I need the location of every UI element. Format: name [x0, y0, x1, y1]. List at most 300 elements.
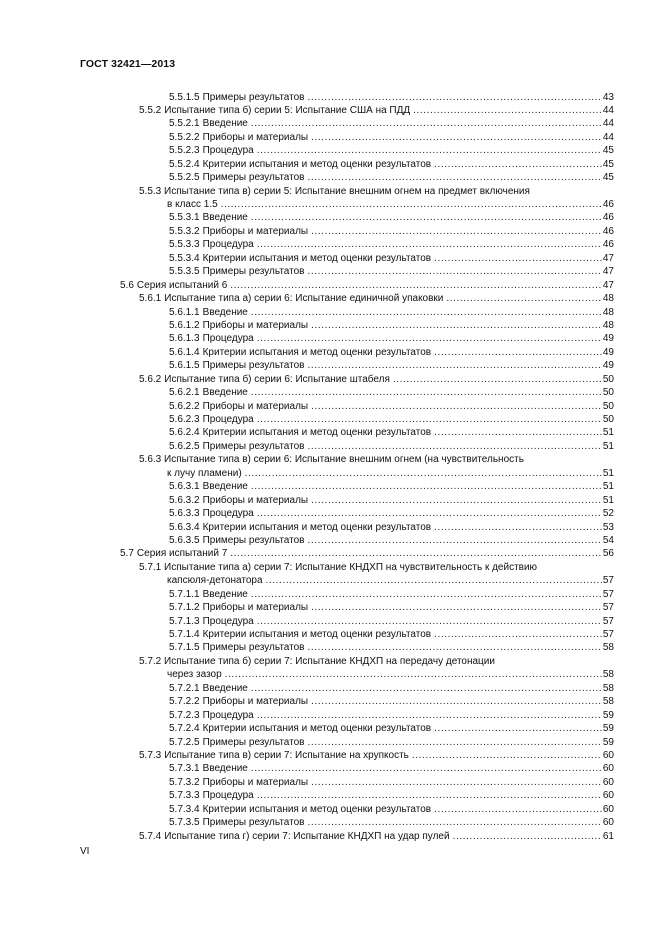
toc-entry-number: 5.6.3.2 [169, 494, 200, 506]
toc-entry-title-continued: через зазор [167, 669, 222, 681]
toc-page-number: 45 [602, 145, 614, 157]
toc-entry[interactable] [0, 830, 661, 843]
toc-entry-title-continued: к лучу пламени) [167, 467, 242, 479]
toc-entry-line [169, 440, 614, 453]
toc-entry-number: 5.7.1.1 [169, 588, 200, 600]
toc-entry-title: Критерии испытания и метод оценки результатов [202, 629, 432, 640]
toc-entry-continuation[interactable] [0, 668, 661, 681]
toc-entry-number: 5.5.3.5 [169, 266, 200, 278]
toc-entry-title: Испытание типа б) серии 5: Испытание США на ПДД [164, 104, 411, 116]
toc-entry[interactable] [0, 628, 661, 641]
toc-entry[interactable] [0, 117, 661, 130]
toc-entry-title: Введение [202, 212, 248, 224]
toc-entry-line [167, 467, 614, 480]
toc-entry-title-continued: в класс 1.5 [167, 199, 218, 210]
toc-entry[interactable] [0, 265, 661, 278]
toc-entry[interactable] [0, 104, 661, 117]
toc-entry-title: Введение [202, 118, 248, 130]
toc-entry[interactable] [0, 171, 661, 184]
toc-page-number: 60 [602, 817, 614, 829]
toc-entry-title: Введение [202, 763, 248, 775]
toc-entry-number: 5.6.1 [139, 293, 162, 305]
toc-page-number: 58 [602, 696, 614, 708]
toc-entry-title: Примеры результатов [202, 172, 305, 184]
toc-page-number: 57 [602, 588, 614, 600]
toc-entry-number: 5.7.2.2 [169, 696, 200, 708]
toc-entry[interactable] [0, 131, 661, 144]
toc-page-number: 54 [602, 534, 614, 546]
toc-dot-leader [308, 601, 602, 614]
toc-entry-title: Приборы и материалы [202, 131, 309, 143]
toc-dot-leader [227, 279, 602, 292]
toc-entry-title: Критерии испытания и метод оценки результатов [202, 521, 432, 533]
toc-page-number: 46 [602, 239, 614, 251]
toc-entry-title: Приборы и материалы [202, 776, 309, 788]
toc-entry-number: 5.7.3.3 [169, 790, 200, 802]
toc-entry[interactable] [0, 776, 661, 789]
toc-page-number: 52 [602, 508, 614, 520]
toc-entry-title: Процедура [202, 414, 254, 425]
toc-entry-title: Испытание типа б) серии 6: Испытание штабеля [164, 373, 390, 385]
toc-dot-leader [227, 547, 602, 560]
toc-dot-leader [254, 332, 602, 345]
toc-entry-number: 5.6.3.3 [169, 508, 200, 520]
toc-entry-heading [139, 561, 537, 574]
toc-entry-line [167, 198, 614, 211]
toc-entry-title: Процедура [202, 333, 254, 345]
toc-entry[interactable] [0, 238, 661, 251]
toc-entry-number: 5.6.1.2 [169, 319, 200, 331]
toc-dot-leader [248, 682, 602, 695]
toc-dot-leader [248, 588, 602, 601]
toc-entry-title: Испытание типа г) серии 7: Испытание КНДХП на удар пулей [164, 830, 450, 842]
toc-page-number: 57 [602, 602, 614, 614]
toc-entry[interactable] [0, 655, 661, 668]
toc-entry-line [169, 480, 614, 493]
toc-page-number: 60 [602, 749, 614, 761]
toc-entry-title: Введение [202, 306, 248, 318]
toc-entry-title: Испытание типа а) серии 6: Испытание единичной упаковки [164, 293, 444, 305]
toc-page-number: 53 [602, 521, 614, 533]
toc-entry[interactable] [0, 373, 661, 386]
toc-entry[interactable] [0, 521, 661, 534]
toc-entry-line [169, 615, 614, 628]
toc-dot-leader [304, 91, 602, 104]
toc-entry-number: 5.5.3.3 [169, 239, 200, 251]
toc-entry[interactable] [0, 386, 661, 399]
toc-entry-number: 5.7.1.5 [169, 642, 200, 654]
toc-dot-leader [242, 467, 602, 480]
toc-entry[interactable] [0, 319, 661, 332]
toc-page-number: 58 [602, 669, 614, 681]
toc-dot-leader [431, 521, 602, 534]
toc-dot-leader [304, 816, 602, 829]
toc-entry[interactable] [0, 789, 661, 802]
toc-page-number: 49 [602, 346, 614, 358]
toc-entry-title: Процедура [202, 239, 254, 251]
toc-entry-line [169, 762, 614, 775]
toc-dot-leader [431, 346, 602, 359]
toc-entry-title: Процедура [202, 615, 254, 627]
toc-entry-line [139, 830, 614, 843]
toc-dot-leader [308, 695, 602, 708]
toc-entry-line [169, 346, 614, 359]
toc-entry-line [169, 682, 614, 695]
toc-entry-number: 5.6.1.4 [169, 346, 200, 358]
toc-dot-leader [308, 225, 602, 238]
toc-page-number: 59 [602, 723, 614, 735]
toc-entry[interactable] [0, 252, 661, 265]
toc-page-number: 46 [602, 225, 614, 237]
toc-entry-title: Примеры результатов [202, 360, 305, 372]
toc-entry-number: 5.6.2 [139, 373, 162, 385]
toc-page-number: 51 [602, 467, 614, 479]
toc-entry-number: 5.5.2 [139, 104, 162, 116]
toc-page-number: 43 [602, 91, 614, 103]
toc-entry[interactable] [0, 413, 661, 426]
toc-entry-continuation[interactable] [0, 574, 661, 587]
toc-dot-leader [304, 359, 602, 372]
toc-entry-number: 5.5.1.5 [169, 91, 200, 103]
toc-entry-number: 5.7.3.1 [169, 763, 200, 775]
toc-entry-number: 5.7.2.3 [169, 709, 200, 721]
toc-entry-line [120, 547, 614, 560]
toc-dot-leader [308, 131, 602, 144]
toc-page-number: 47 [602, 279, 614, 291]
toc-entry-number: 5.6.2.5 [169, 440, 200, 452]
toc-page-number: 56 [602, 548, 614, 560]
toc-entry[interactable] [0, 682, 661, 695]
toc-entry[interactable] [0, 306, 661, 319]
toc-entry-title: Примеры результатов [202, 534, 305, 546]
toc-dot-leader [263, 574, 602, 587]
toc-entry-line [169, 265, 614, 278]
toc-entry-number: 5.7.2.4 [169, 723, 200, 735]
toc-entry-line [169, 319, 614, 332]
toc-entry-line [139, 373, 614, 386]
toc-entry-line [169, 736, 614, 749]
toc-page-number: 45 [602, 158, 614, 170]
toc-dot-leader [431, 426, 602, 439]
toc-dot-leader [304, 265, 602, 278]
toc-entry-title: Введение [202, 588, 248, 600]
toc-entry-number: 5.6.3.1 [169, 481, 200, 493]
toc-entry-number: 5.7.2 [139, 655, 162, 667]
toc-entry-line [167, 668, 614, 681]
toc-entry-line [139, 104, 614, 117]
toc-dot-leader [248, 762, 602, 775]
toc-dot-leader [254, 238, 602, 251]
toc-dot-leader [431, 252, 602, 265]
toc-entry-line [139, 292, 614, 305]
toc-entry[interactable] [0, 722, 661, 735]
toc-entry-title: Примеры результатов [202, 642, 305, 654]
toc-page-number: 58 [602, 642, 614, 654]
toc-entry-continuation[interactable] [0, 198, 661, 211]
toc-entry[interactable] [0, 615, 661, 628]
toc-entry[interactable] [0, 601, 661, 614]
toc-entry-number: 5.6.3.4 [169, 521, 200, 533]
toc-entry-line [169, 816, 614, 829]
toc-entry-line [169, 641, 614, 654]
toc-entry[interactable] [0, 803, 661, 816]
toc-entry-title: Серия испытаний 6 [136, 279, 228, 291]
toc-entry[interactable] [0, 588, 661, 601]
toc-page-number: 51 [602, 427, 614, 439]
toc-dot-leader [248, 386, 602, 399]
toc-entry-title: Введение [202, 481, 248, 493]
toc-page-number: 50 [602, 373, 614, 385]
toc-entry-line [169, 171, 614, 184]
toc-dot-leader [390, 373, 602, 386]
toc-dot-leader [304, 736, 602, 749]
toc-entry-number: 5.6.2.3 [169, 414, 200, 425]
toc-page-number: 44 [602, 118, 614, 130]
toc-entry-title: Процедура [202, 709, 254, 721]
toc-dot-leader [218, 198, 602, 211]
toc-entry-number: 5.5.2.3 [169, 145, 200, 157]
toc-entry-title: Примеры результатов [202, 91, 305, 103]
toc-entry-line [169, 722, 614, 735]
toc-entry[interactable] [0, 534, 661, 547]
toc-entry-number: 5.5.2.2 [169, 131, 200, 143]
toc-entry[interactable] [0, 440, 661, 453]
toc-page-number: 58 [602, 682, 614, 694]
toc-entry[interactable] [0, 762, 661, 775]
toc-entry-line [169, 252, 614, 265]
toc-page-number: 44 [602, 131, 614, 143]
toc-entry[interactable] [0, 494, 661, 507]
toc-entry-line [169, 426, 614, 439]
toc-entry-number: 5.5.3.1 [169, 212, 200, 224]
toc-entry-line [169, 225, 614, 238]
toc-entry-heading [139, 185, 530, 198]
toc-page-number: 51 [602, 494, 614, 506]
toc-entry-number: 5.5.3.2 [169, 225, 200, 237]
toc-page-number: 50 [602, 414, 614, 425]
toc-dot-leader [254, 413, 602, 426]
toc-page-number: 50 [602, 400, 614, 412]
toc-entry-line [169, 588, 614, 601]
toc-entry[interactable] [0, 749, 661, 762]
toc-entry[interactable] [0, 158, 661, 171]
toc-entry-title: Серия испытаний 7 [136, 548, 228, 560]
toc-entry-number: 5.6.3.5 [169, 534, 200, 546]
toc-dot-leader [308, 776, 602, 789]
toc-entry-number: 5.6.1.1 [169, 306, 200, 318]
toc-entry-number: 5.5.3.4 [169, 252, 200, 264]
toc-entry-title: Примеры результатов [202, 266, 305, 278]
toc-entry[interactable] [0, 453, 661, 466]
toc-dot-leader [254, 615, 602, 628]
toc-entry-line [169, 91, 614, 104]
toc-page-number: 47 [602, 252, 614, 264]
toc-dot-leader [304, 171, 602, 184]
toc-entry-title: Критерии испытания и метод оценки результатов [202, 427, 432, 439]
toc-dot-leader [248, 306, 602, 319]
toc-page-number: 45 [602, 172, 614, 184]
toc-page-number: 61 [602, 830, 614, 842]
document-header: ГОСТ 32421—2013 [80, 58, 176, 70]
toc-entry[interactable] [0, 91, 661, 104]
toc-entry-title: Критерии испытания и метод оценки результатов [202, 723, 432, 735]
toc-dot-leader [431, 803, 602, 816]
toc-entry[interactable] [0, 507, 661, 520]
toc-entry-line [139, 749, 614, 762]
toc-entry-line [169, 211, 614, 224]
page-number: VI [80, 846, 90, 857]
toc-dot-leader [410, 104, 602, 117]
toc-dot-leader [443, 292, 602, 305]
toc-entry[interactable] [0, 332, 661, 345]
toc-entry[interactable] [0, 547, 661, 560]
toc-entry-title: Приборы и материалы [202, 400, 309, 412]
toc-entry[interactable] [0, 144, 661, 157]
toc-entry-line [169, 238, 614, 251]
toc-entry-line [169, 131, 614, 144]
toc-dot-leader [304, 440, 602, 453]
toc-dot-leader [254, 144, 602, 157]
toc-dot-leader [254, 789, 602, 802]
toc-entry[interactable] [0, 359, 661, 372]
toc-entry-number: 5.6 [120, 279, 134, 291]
toc-dot-leader [304, 641, 602, 654]
toc-entry-number: 5.7.1.3 [169, 615, 200, 627]
toc-entry-line [169, 628, 614, 641]
toc-page-number: 48 [602, 319, 614, 331]
toc-entry-title: Приборы и материалы [202, 319, 309, 331]
toc-page-number: 49 [602, 333, 614, 345]
toc-entry-number: 5.6.2.1 [169, 387, 200, 399]
toc-entry-title: Приборы и материалы [202, 494, 309, 506]
toc-entry[interactable] [0, 709, 661, 722]
toc-page-number: 60 [602, 776, 614, 788]
toc-entry-number: 5.7 [120, 548, 134, 560]
toc-entry[interactable] [0, 816, 661, 829]
toc-entry[interactable] [0, 426, 661, 439]
toc-page-number: 59 [602, 709, 614, 721]
toc-entry-number: 5.6.3 [139, 454, 162, 466]
toc-entry-number: 5.5.2.4 [169, 158, 200, 170]
toc-entry[interactable] [0, 561, 661, 574]
toc-entry-title: Приборы и материалы [202, 225, 309, 237]
toc-entry[interactable] [0, 211, 661, 224]
toc-entry-title: Критерии испытания и метод оценки результатов [202, 346, 432, 358]
toc-entry-number: 5.6.1.3 [169, 333, 200, 345]
toc-entry-line [169, 332, 614, 345]
toc-entry[interactable] [0, 346, 661, 359]
toc-page-number: 46 [602, 199, 614, 210]
toc-entry-number: 5.5.2.5 [169, 172, 200, 184]
toc-page-number: 57 [602, 575, 614, 587]
toc-entry-number: 5.5.2.1 [169, 118, 200, 130]
toc-entry-line [169, 359, 614, 372]
toc-entry-line [169, 144, 614, 157]
toc-entry-line [167, 574, 614, 587]
toc-entry-title: Введение [202, 387, 248, 399]
toc-page-number: 60 [602, 763, 614, 775]
toc-entry-number: 5.6.2.4 [169, 427, 200, 439]
toc-entry-number: 5.6.1.5 [169, 360, 200, 372]
toc-dot-leader [431, 722, 602, 735]
toc-entry-title: Примеры результатов [202, 817, 305, 829]
toc-entry-title: Критерии испытания и метод оценки результатов [202, 803, 432, 815]
toc-entry[interactable] [0, 279, 661, 292]
toc-entry-number: 5.7.1 [139, 561, 162, 573]
toc-dot-leader [248, 480, 602, 493]
toc-page-number: 60 [602, 803, 614, 815]
toc-entry-title: Критерии испытания и метод оценки результатов [202, 252, 432, 264]
toc-entry[interactable] [0, 185, 661, 198]
toc-entry-line [169, 413, 614, 426]
toc-page-number: 47 [602, 266, 614, 278]
toc-dot-leader [248, 117, 602, 130]
toc-dot-leader [450, 830, 602, 843]
toc-dot-leader [308, 494, 602, 507]
toc-entry-title: Приборы и материалы [202, 602, 309, 614]
toc-entry-line [169, 494, 614, 507]
toc-entry[interactable] [0, 641, 661, 654]
toc-entry-line [169, 776, 614, 789]
toc-entry[interactable] [0, 292, 661, 305]
toc-entry[interactable] [0, 400, 661, 413]
toc-entry-title: Испытание типа а) серии 7: Испытание КНДХП на чувствительность к действию [161, 561, 538, 573]
toc-entry[interactable] [0, 480, 661, 493]
toc-entry-line [169, 709, 614, 722]
toc-entry-number: 5.7.4 [139, 830, 162, 842]
toc-dot-leader [431, 158, 602, 171]
toc-dot-leader [254, 709, 602, 722]
toc-page-number: 49 [602, 360, 614, 372]
toc-entry-number: 5.7.3.4 [169, 803, 200, 815]
toc-entry-title-continued: капсюля-детонатора [167, 575, 263, 587]
toc-page-number: 51 [602, 440, 614, 452]
toc-page-number: 57 [602, 629, 614, 640]
toc-entry-title: Примеры результатов [202, 736, 305, 748]
toc-entry-line [169, 306, 614, 319]
toc-entry-continuation[interactable] [0, 467, 661, 480]
toc-dot-leader [308, 319, 602, 332]
toc-entry-title: Критерии испытания и метод оценки результатов [202, 158, 432, 170]
toc-entry[interactable] [0, 736, 661, 749]
toc-entry-number: 5.7.1.2 [169, 602, 200, 614]
toc-entry-number: 5.7.1.4 [169, 629, 200, 640]
toc-entry-title: Процедура [202, 145, 254, 157]
toc-dot-leader [308, 400, 602, 413]
toc-entry-line [169, 117, 614, 130]
toc-entry-line [169, 789, 614, 802]
toc-entry-line [169, 386, 614, 399]
toc-entry-line [169, 601, 614, 614]
toc-dot-leader [431, 628, 602, 641]
toc-entry[interactable] [0, 695, 661, 708]
toc-entry[interactable] [0, 225, 661, 238]
toc-entry-number: 5.7.3.2 [169, 776, 200, 788]
toc-entry-title: Введение [202, 682, 248, 694]
table-of-contents [0, 91, 661, 844]
toc-entry-number: 5.7.3 [139, 749, 162, 761]
toc-entry-title: Испытание типа в) серии 7: Испытание на хрупкость [164, 749, 409, 761]
toc-entry-title: Процедура [202, 508, 254, 520]
toc-page-number: 48 [602, 293, 614, 305]
toc-entry-number: 5.5.3 [139, 185, 162, 197]
toc-entry-title: Приборы и материалы [202, 696, 309, 708]
toc-entry-title: Испытание типа б) серии 7: Испытание КНДХП на передачу детонации [161, 655, 495, 667]
toc-entry-line [169, 695, 614, 708]
toc-entry-heading [139, 453, 524, 466]
toc-page-number: 46 [602, 212, 614, 224]
toc-entry-number: 5.7.2.5 [169, 736, 200, 748]
